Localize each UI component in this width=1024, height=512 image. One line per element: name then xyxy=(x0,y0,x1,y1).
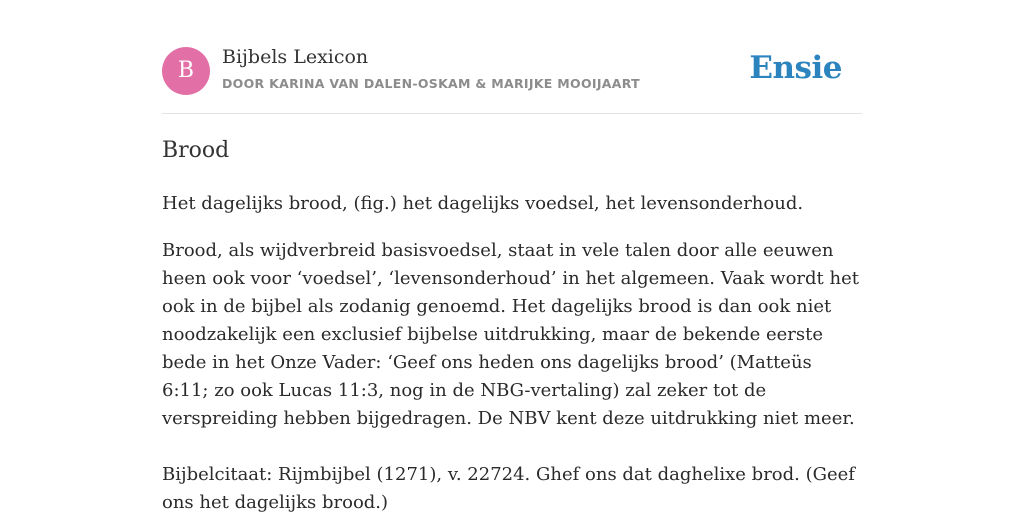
source-avatar[interactable]: B xyxy=(162,47,210,95)
source-authors: DOOR KARINA VAN DALEN-OSKAM & MARIJKE MOOIJAART xyxy=(222,76,640,91)
entry-title: Brood xyxy=(162,138,230,163)
header-divider xyxy=(162,113,862,114)
entry-content xyxy=(162,190,862,512)
entry-citation: Bijbelcitaat: Rijmbijbel (1271), v. 22724. Ghef ons dat daghelixe brod. (Geef ons het dagelijks brood.) xyxy=(162,464,855,512)
entry-body: Brood, als wijdverbreid basisvoedsel, staat in vele talen door alle eeuwen heen ook voor ‘voedsel’, ‘levensonderhoud’ in het algemeen. Vaak wordt het ook in de bijbel als zodanig genoemd. Het dagelijks brood is dan ook niet noodzakelijk een exclusief bijbelse uitdrukking, maar de bekende eerste bede in het Onze Vader: ‘Geef ons heden ons dagelijks brood’ (Matteüs 6:11; zo ook Lucas 11:3, nog in de NBG-vertaling) zal zeker tot de verspreiding hebben bijgedragen. De NBV kent deze uitdrukking niet meer. xyxy=(162,240,859,429)
entry-definition: Het dagelijks brood, (fig.) het dagelijks voedsel, het levensonderhoud. xyxy=(162,193,804,214)
source-header xyxy=(162,46,862,96)
source-title[interactable]: Bijbels Lexicon xyxy=(222,46,369,68)
ensie-logo[interactable]: Ensie xyxy=(749,50,842,86)
